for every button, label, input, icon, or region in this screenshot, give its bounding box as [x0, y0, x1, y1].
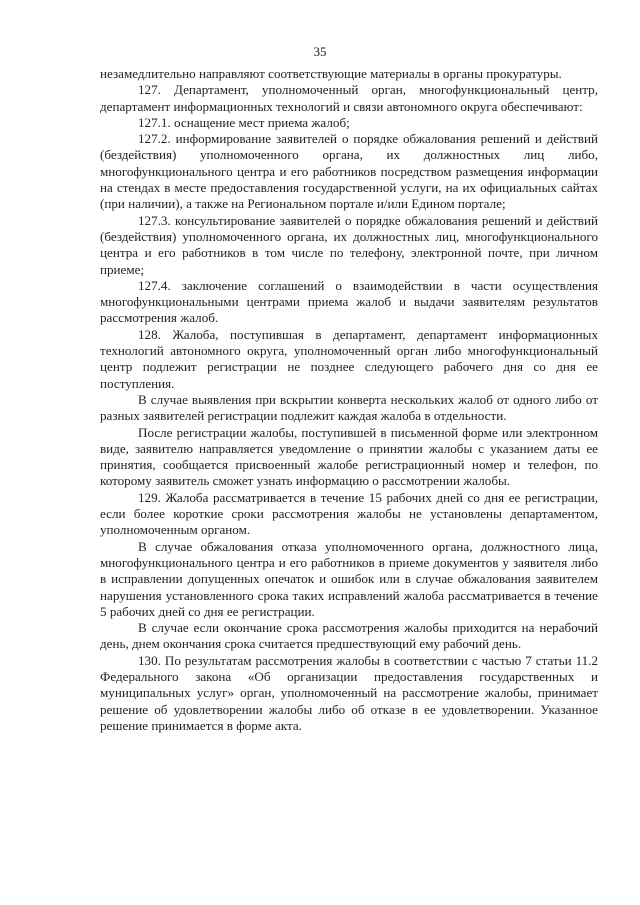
- paragraph: 127.4. заключение соглашений о взаимодействии в части осуществления многофункциональными центрами приема жалоб и выдачи заявителям результатов рассмотрения жалоб.: [100, 277, 598, 326]
- paragraph: 130. По результатам рассмотрения жалобы в соответствии с частью 7 статьи 11.2 Федерального закона «Об организации предоставления государственных и муниципальных услуг» орган, уполномоченный на рассмотрение жалобы, принимает решение об удовлетворении жалобы либо об отказе в ее удовлетворении. Указанное решение принимается в форме акта.: [100, 652, 598, 733]
- paragraph: В случае выявления при вскрытии конверта нескольких жалоб от одного либо от разных заявителей регистрации подлежит каждая жалоба в отдельности.: [100, 391, 598, 424]
- paragraph: 128. Жалоба, поступившая в департамент, департамент информационных технологий автономного округа, уполномоченный орган либо многофункциональный центр подлежит регистрации не позднее следующего рабочего дня со дня ее поступления.: [100, 326, 598, 391]
- paragraph: незамедлительно направляют соответствующие материалы в органы прокуратуры.: [100, 66, 562, 81]
- paragraph: 127.1. оснащение мест приема жалоб;: [138, 114, 350, 130]
- paragraph: В случае обжалования отказа уполномоченного органа, должностного лица, многофункционального центра и его работников в приеме документов у заявителя либо в исправлении допущенных опечаток и ошибок или в случае обжалования заявителем нарушения установленного срока таких исправлений жалоба рассматривается в течение 5 рабочих дней со дня ее регистрации.: [100, 538, 598, 619]
- paragraph: 127.3. консультирование заявителей о порядке обжалования решений и действий (бездействия) уполномоченного органа, их должностных лиц, многофункционального центра и его работников в том числе по телефону, электронной почте, при личном приеме;: [100, 212, 598, 277]
- paragraph: 127. Департамент, уполномоченный орган, многофункциональный центр, департамент информационных технологий и связи автономного округа обеспечивают:: [100, 82, 598, 114]
- document-body: [100, 66, 598, 734]
- paragraph: 127.2. информирование заявителей о порядке обжалования решений и действий (бездействия) уполномоченного органа, их должностных лиц либо, многофункционального центра и его работников посредством размещения информации на стендах в месте предоставления государственной услуги, на их официальных сайтах (при наличии), а также на Региональном портале и/или Едином портале;: [100, 131, 598, 212]
- paragraph: В случае если окончание срока рассмотрения жалобы приходится на нерабочий день, днем окончания срока считается предшествующий ему рабочий день.: [100, 620, 598, 652]
- paragraph: После регистрации жалобы, поступившей в письменной форме или электронном виде, заявителю направляется уведомление о принятии жалобы с указанием даты ее принятия, сообщается присвоенный жалобе регистрационный номер и телефон, по которому заявитель сможет узнать информацию о рассмотрении жалобы.: [100, 424, 598, 489]
- paragraph: 129. Жалоба рассматривается в течение 15 рабочих дней со дня ее регистрации, если более короткие сроки рассмотрения жалобы не установлены департаментом, уполномоченным органом.: [100, 489, 598, 538]
- page-number: 35: [313, 44, 327, 59]
